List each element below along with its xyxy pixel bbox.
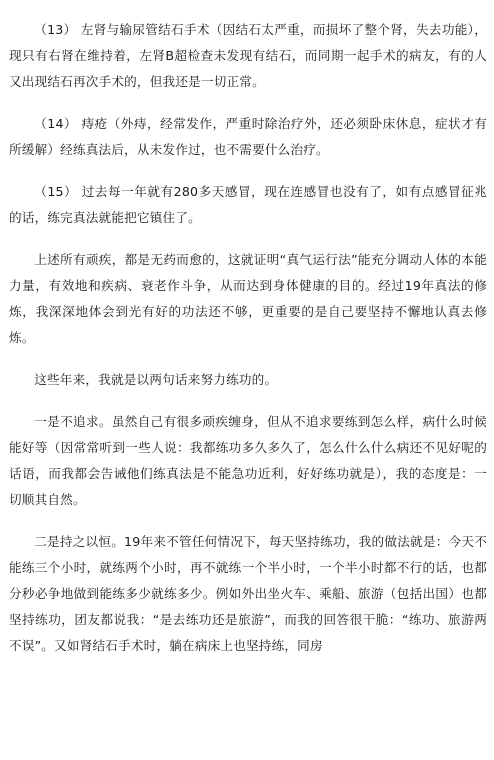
paragraph-item-15: （15） 过去每一年就有280多天感冒，现在连感冒也没有了，如有点感冒征兆的话，练完真法就能把它镇住了。 — [9, 184, 487, 225]
paragraph-item-13: （13） 左肾与输尿管结石手术（因结石太严重，而损坏了整个肾，失去功能），现只有右肾在维持着，左肾B超检查未发现有结石，而同期一起手术的病友，有的人又出现结石再次手术的，但我还是一切正常。 — [9, 22, 487, 89]
document-page — [9, 17, 487, 675]
paragraph-item-14: （14） 痔疮（外痔，经常发作，严重时除治疗外，还必须卧床休息，症状才有所缓解）经练真法后，从未发作过，也不需要什么治疗。 — [9, 116, 487, 157]
paragraph-persistence: 二是持之以恒。19年来不管任何情况下，每天坚持练功，我的做法就是：今天不能练三个小时，就练两个小时，再不就练一个半小时，一个半小时都不行的话，也都分秒必争地做到能练多少就练多少。例如外出坐火车、乘船、旅游（包括出国）也都坚持练功，团友都说我：“是去练功还是旅游”，而我的回答很干脆：“练功、旅游两不误”。又如肾结石手术时，躺在病床上也坚持练，同房 — [9, 534, 487, 653]
paragraph-no-pursuit: 一是不追求。虽然自己有很多顽疾缠身，但从不追求要练到怎么样，病什么时候能好等（因常常听到一些人说：我都练功多久多久了，怎么什么什么病还不见好呢的话语，而我都会告诫他们练真法是不能急功近利，好好练功就是），我的态度是：一切顺其自然。 — [9, 414, 487, 507]
paragraph-summary: 上述所有顽疾，都是无药而愈的，这就证明“真气运行法”能充分调动人体的本能力量，有效地和疾病、衰老作斗争，从而达到身体健康的目的。经过19年真法的修炼，我深深地体会到光有好的功法还不够，更重要的是自己要坚持不懈地认真去修炼。 — [9, 252, 487, 345]
paragraph-two-sayings: 这些年来，我就是以两句话来努力练功的。 — [34, 372, 278, 387]
